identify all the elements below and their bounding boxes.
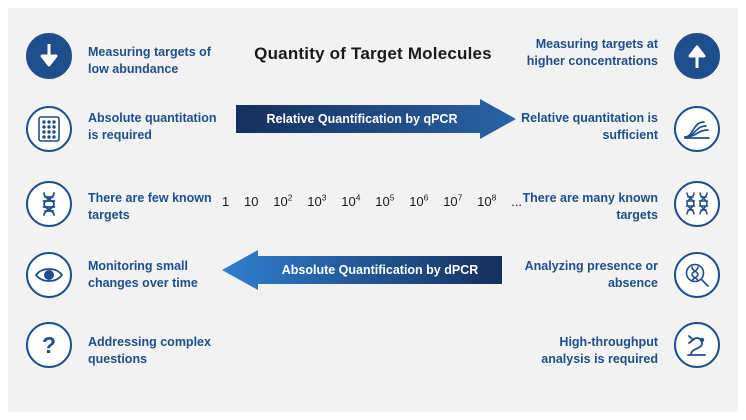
right-row-label-3: There are many known targets [522,191,658,222]
qpcr-arrow [236,99,516,139]
left-row-label-3: There are few known targets [88,191,212,222]
left-row-label-4: Monitoring small changes over time [88,259,198,290]
right-row-label-5: High-throughput analysis is required [541,335,658,366]
scale-value-7: $10^6$ [409,192,429,209]
right-row-label-4: Analyzing presence or absence [524,259,658,290]
scale-value-8: $10^7$ [443,192,463,209]
magnifier-dna-icon [674,252,720,298]
scale-value-4: $10^3$ [307,192,327,209]
left-row-label-5: Addressing complex questions [88,335,211,366]
question-mark-icon [26,322,72,368]
dna-helix-icon [26,181,72,227]
quantity-scale [222,194,522,209]
qpcr-arrow-label: Relative Quantification by qPCR [266,112,458,126]
up-arrow-icon [674,33,720,79]
microplate-icon [26,106,72,152]
amplification-curve-icon [674,106,720,152]
dpcr-arrow [222,250,502,290]
scale-value-5: $10^4$ [341,192,361,209]
right-row-label-2: Relative quantitation is sufficient [521,111,658,142]
down-arrow-icon [26,33,72,79]
multiple-dna-icon [674,181,720,227]
dpcr-arrow-label: Absolute Quantification by dPCR [281,263,479,277]
page-title: Quantity of Target Molecules [254,44,492,63]
scale-value-6: $10^5$ [375,192,395,209]
svg-text:?: ? [41,332,57,358]
scale-value-3: $10^2$ [273,192,293,209]
robotic-arm-icon [674,322,720,368]
right-row-label-1: Measuring targets at higher concentrations [526,37,658,68]
scale-value-9: $10^8$ [477,192,497,209]
eye-icon [26,252,72,298]
scale-value-1: 1 [222,194,230,209]
left-row-label-2: Absolute quantitation is required [88,111,217,142]
left-row-label-1: Measuring targets of low abundance [88,45,211,76]
scale-value-2: 10 [244,194,259,209]
scale-value-10: ... [511,194,522,209]
